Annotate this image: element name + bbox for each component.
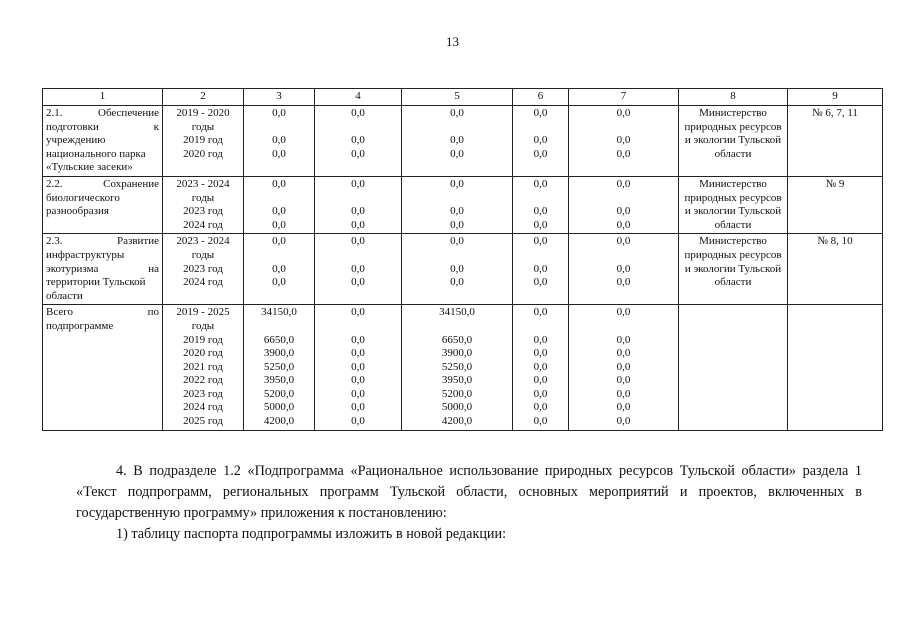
table-row-total <box>43 305 883 430</box>
paragraph-amendment: 4. В подразделе 1.2 «Подпрограмма «Рациональное использование природных ресурсов Тульской области» раздела 1 «Текст подпрограмм, региональных программ Тульской области, основных мероприятий и проектов, включенных в государственную программу» приложения к постановлению: <box>76 463 862 521</box>
value-cell: 0,0 0,0 0,0 <box>244 234 315 305</box>
value-cell: 34150,0 6650,0 3900,0 5250,0 3950,0 5200,0 5000,0 4200,0 <box>402 305 513 430</box>
activity-name-cell: 2.3. Развитие инфраструктуры экотуризма на территории Тульской области <box>43 234 163 305</box>
activity-name-cell: 2.2. Сохранение биологического разнообразия <box>43 176 163 233</box>
value-cell: 0,0 0,0 0,0 <box>244 176 315 233</box>
executor-cell: Министерство природных ресурсов и экологии Тульской области <box>679 234 788 305</box>
executor-cell: Министерство природных ресурсов и экологии Тульской области <box>679 176 788 233</box>
value-cell: 0,0 0,0 0,0 <box>315 176 402 233</box>
col-header: 9 <box>788 89 883 106</box>
value-cell: 0,0 0,0 0,0 <box>569 106 679 177</box>
value-cell: 0,0 0,0 0,0 <box>402 234 513 305</box>
period-cell: 2023 - 2024 годы 2023 год 2024 год <box>163 234 244 305</box>
value-cell: 0,0 0,0 0,0 0,0 0,0 0,0 0,0 0,0 <box>315 305 402 430</box>
total-label-cell: Всего по подпрограмме <box>43 305 163 430</box>
value-cell: 0,0 0,0 0,0 <box>513 234 569 305</box>
paragraph-subitem: 1) таблицу паспорта подпрограммы изложить в новой редакции: <box>116 526 507 542</box>
value-cell: 0,0 0,0 0,0 <box>315 106 402 177</box>
col-header: 2 <box>163 89 244 106</box>
value-cell: 0,0 0,0 0,0 <box>569 234 679 305</box>
value-cell: 0,0 0,0 0,0 <box>244 106 315 177</box>
value-cell: 0,0 0,0 0,0 <box>513 106 569 177</box>
value-cell: 0,0 0,0 0,0 <box>569 176 679 233</box>
period-cell: 2023 - 2024 годы 2023 год 2024 год <box>163 176 244 233</box>
value-cell: 0,0 0,0 0,0 <box>402 106 513 177</box>
period-cell: 2019 - 2020 годы 2019 год 2020 год <box>163 106 244 177</box>
subprogram-table <box>42 88 883 431</box>
col-header: 7 <box>569 89 679 106</box>
executor-cell: Министерство природных ресурсов и экологии Тульской области <box>679 106 788 177</box>
executor-cell <box>679 305 788 430</box>
indicator-cell: № 8, 10 <box>788 234 883 305</box>
page-number: 13 <box>446 34 459 49</box>
col-header: 1 <box>43 89 163 106</box>
value-cell: 0,0 0,0 0,0 <box>402 176 513 233</box>
table-row <box>43 234 883 305</box>
indicator-cell: № 6, 7, 11 <box>788 106 883 177</box>
col-header: 3 <box>244 89 315 106</box>
col-header: 8 <box>679 89 788 106</box>
period-cell: 2019 - 2025 годы 2019 год 2020 год 2021 год 2022 год 2023 год 2024 год 2025 год <box>163 305 244 430</box>
value-cell: 0,0 0,0 0,0 <box>315 234 402 305</box>
table-row <box>43 176 883 233</box>
indicator-cell: № 9 <box>788 176 883 233</box>
col-header: 5 <box>402 89 513 106</box>
table-row <box>43 106 883 177</box>
col-header: 4 <box>315 89 402 106</box>
value-cell: 0,0 0,0 0,0 <box>513 176 569 233</box>
value-cell: 0,0 0,0 0,0 0,0 0,0 0,0 0,0 0,0 <box>513 305 569 430</box>
value-cell: 34150,0 6650,0 3900,0 5250,0 3950,0 5200,0 5000,0 4200,0 <box>244 305 315 430</box>
table-header-row <box>43 89 883 106</box>
activity-name-cell: 2.1. Обеспечение подготовки к учреждению национального парка «Тульские засеки» <box>43 106 163 177</box>
indicator-cell <box>788 305 883 430</box>
value-cell: 0,0 0,0 0,0 0,0 0,0 0,0 0,0 0,0 <box>569 305 679 430</box>
col-header: 6 <box>513 89 569 106</box>
